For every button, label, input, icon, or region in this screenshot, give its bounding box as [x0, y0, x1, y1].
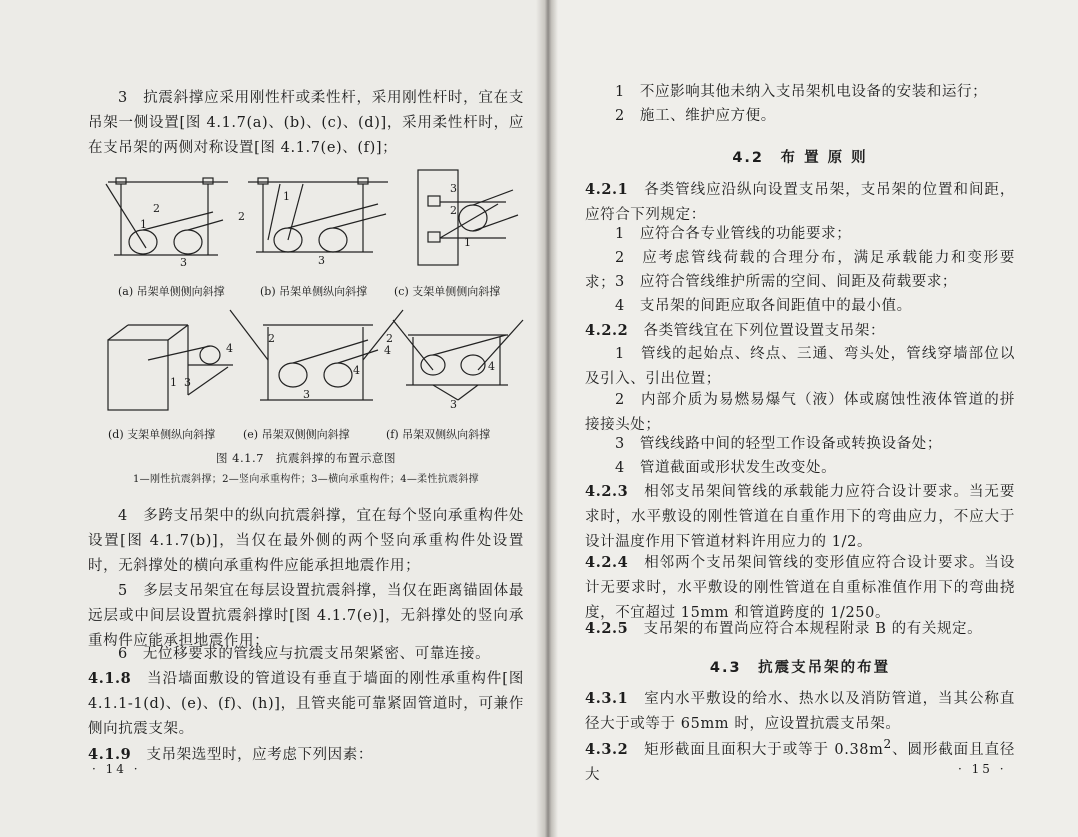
- clause-text: 支吊架的布置尚应符合本规程附录 B 的有关规定。: [643, 621, 983, 637]
- book-spine: [536, 0, 558, 837]
- caption-b: (b) 吊架单侧纵向斜撑: [260, 285, 368, 298]
- clause-text: 矩形截面且面积大于或等于 0.38m: [644, 741, 884, 758]
- clause-number: 4.3.2: [585, 740, 629, 758]
- clause-text: 相邻支吊架间管线的承载能力应符合设计要求。当无要求时，水平敷设的刚性管道在自重作用下的弯曲应力，不应大于设计温度作用下管道材料许用应力的 1/2。: [585, 484, 1015, 550]
- label-2: 2: [238, 210, 245, 223]
- clause-text: 各类管线应沿纵向设置支吊架，支吊架的位置和间距，应符合下列规定：: [585, 182, 1015, 223]
- caption-f: (f) 吊架双侧纵向斜撑: [386, 428, 491, 441]
- label-4: 4: [384, 344, 391, 357]
- list-item: 2 内部介质为易燃易爆气（液）体或腐蚀性液体管道的拼接接头处；: [585, 392, 1015, 433]
- figure-4-1-7: [88, 160, 524, 490]
- label-1: 1: [283, 190, 290, 203]
- label-3: 3: [303, 388, 310, 401]
- clause-number: 4.2.4: [585, 554, 629, 571]
- label-2: 2: [386, 332, 393, 345]
- superscript: 2: [883, 737, 892, 751]
- list-item: 4 支吊架的间距应取各间距值中的最小值。: [615, 298, 912, 314]
- clause-4-2-2: [585, 318, 1015, 344]
- clause-number: 4.1.9: [88, 746, 132, 763]
- clause-4-3-1: [585, 686, 1015, 737]
- label-2: 2: [153, 202, 160, 215]
- label-3: 3: [180, 256, 187, 269]
- label-1: 1: [140, 218, 147, 231]
- figure-legend: 1—刚性抗震斜撑；2—竖向承重构件；3—横向承重构件；4—柔性抗震斜撑: [133, 474, 479, 485]
- list-item: 3 管线线路中间的轻型工作设备或转换设备处；: [615, 436, 942, 452]
- clause-number: 4.3.1: [585, 690, 629, 707]
- clause-4-1-8: [88, 666, 524, 742]
- clause-text: 相邻两个支吊架间管线的变形值应符合设计要求。当设计无要求时，水平敷设的刚性管道在自重标准值作用下的弯曲挠度，不宜超过 15mm 和管道跨度的 1/250。: [585, 555, 1015, 621]
- caption-c: (c) 支架单侧侧向斜撑: [394, 285, 501, 298]
- clause-text: 各类管线宜在下列位置设置支吊架：: [643, 323, 886, 339]
- caption-d: (d) 支架单侧纵向斜撑: [108, 428, 216, 441]
- label-1: 1: [170, 376, 177, 389]
- clause-number: 4.1.8: [88, 670, 132, 687]
- label-3: 3: [318, 254, 325, 267]
- list-item: 1 应符合各专业管线的功能要求；: [615, 226, 852, 242]
- list-item: 4 管道截面或形状发生改变处。: [615, 460, 837, 476]
- clause-4-2-3: [585, 479, 1015, 555]
- clause-4-2-4: [585, 550, 1015, 626]
- list-item: 1 管线的起始点、终点、三通、弯头处，管线穿墙部位以及引入、引出位置；: [585, 346, 1015, 387]
- label-3: 3: [184, 376, 191, 389]
- clause-number: 4.2.5: [585, 620, 629, 637]
- para-item-6: 6 无位移要求的管线应与抗震支吊架紧密、可靠连接。: [118, 646, 491, 662]
- list-item-2: 2 施工、维护应方便。: [615, 108, 776, 124]
- para-item-4: 4 多跨支吊架中的纵向抗震斜撑，宜在每个竖向承重构件处设置[图 4.1.7(b)]，当仅在最外侧的两个竖向承重构件处设置时，无斜撑处的横向承重构件应能承担地震作用；: [88, 508, 524, 574]
- clause-number: 4.2.2: [585, 322, 629, 339]
- label-3: 3: [450, 182, 457, 195]
- list-item: 2 应考虑管线荷载的合理分布，满足承载能力和变形要求；: [585, 250, 1015, 291]
- label-4: 4: [488, 360, 495, 373]
- section-heading-4-2: 4.2 布 置 原 则: [732, 150, 868, 166]
- para-item-5: 5 多层支吊架宜在每层设置抗震斜撑，当仅在距离锚固体最远层或中间层设置抗震斜撑时[图 4.1.7(e)]，无斜撑处的竖向承重构件应能承担地震作用；: [88, 583, 524, 649]
- list-item-1: 1 不应影响其他未纳入支吊架机电设备的安装和运行；: [615, 84, 988, 100]
- clause-text: 室内水平敷设的给水、热水以及消防管道，当其公称直径大于或等于 65mm 时，应设置抗震支吊架。: [585, 691, 1015, 732]
- clause-text: 、圆形截面且直径大: [585, 741, 1015, 783]
- para-item-3: 3 抗震斜撑应采用刚性杆或柔性杆，采用刚性杆时，宜在支吊架一侧设置[图 4.1.7(a)、(b)、(c)、(d)]，采用柔性杆时，应在支吊架的两侧对称设置[图 4.1.7(e)、(f)]；: [88, 90, 524, 156]
- page-number-right: · 15 ·: [958, 762, 1007, 776]
- clause-text: 支吊架选型时，应考虑下列因素：: [146, 747, 373, 763]
- label-3: 3: [450, 398, 457, 411]
- page-number-left: · 14 ·: [92, 762, 141, 776]
- label-4: 4: [353, 364, 360, 377]
- clause-number: 4.2.3: [585, 483, 629, 500]
- label-2: 2: [450, 204, 457, 217]
- figure-title: 图 4.1.7 抗震斜撑的布置示意图: [216, 451, 396, 465]
- label-4: 4: [226, 342, 233, 355]
- list-item: 3 应符合管线维护所需的空间、间距及荷载要求；: [615, 274, 958, 290]
- clause-4-1-9: [88, 742, 524, 768]
- caption-a: (a) 吊架单侧侧向斜撑: [118, 285, 225, 298]
- clause-4-3-2: [585, 732, 1015, 788]
- label-2: 2: [268, 332, 275, 345]
- label-1: 1: [464, 236, 471, 249]
- clause-text: 当沿墙面敷设的管道设有垂直于墙面的刚性承重构件[图 4.1.1-1(d)、(e)、(f)、(h)]，且管夹能可靠紧固管道时，可兼作侧向抗震支架。: [88, 671, 525, 737]
- clause-4-2-5: [585, 616, 1015, 642]
- clause-number: 4.2.1: [585, 181, 629, 198]
- section-heading-4-3: 4.3 抗震支吊架的布置: [709, 660, 891, 676]
- clause-4-2-1: [585, 177, 1015, 228]
- caption-e: (e) 吊架双侧侧向斜撑: [243, 428, 350, 441]
